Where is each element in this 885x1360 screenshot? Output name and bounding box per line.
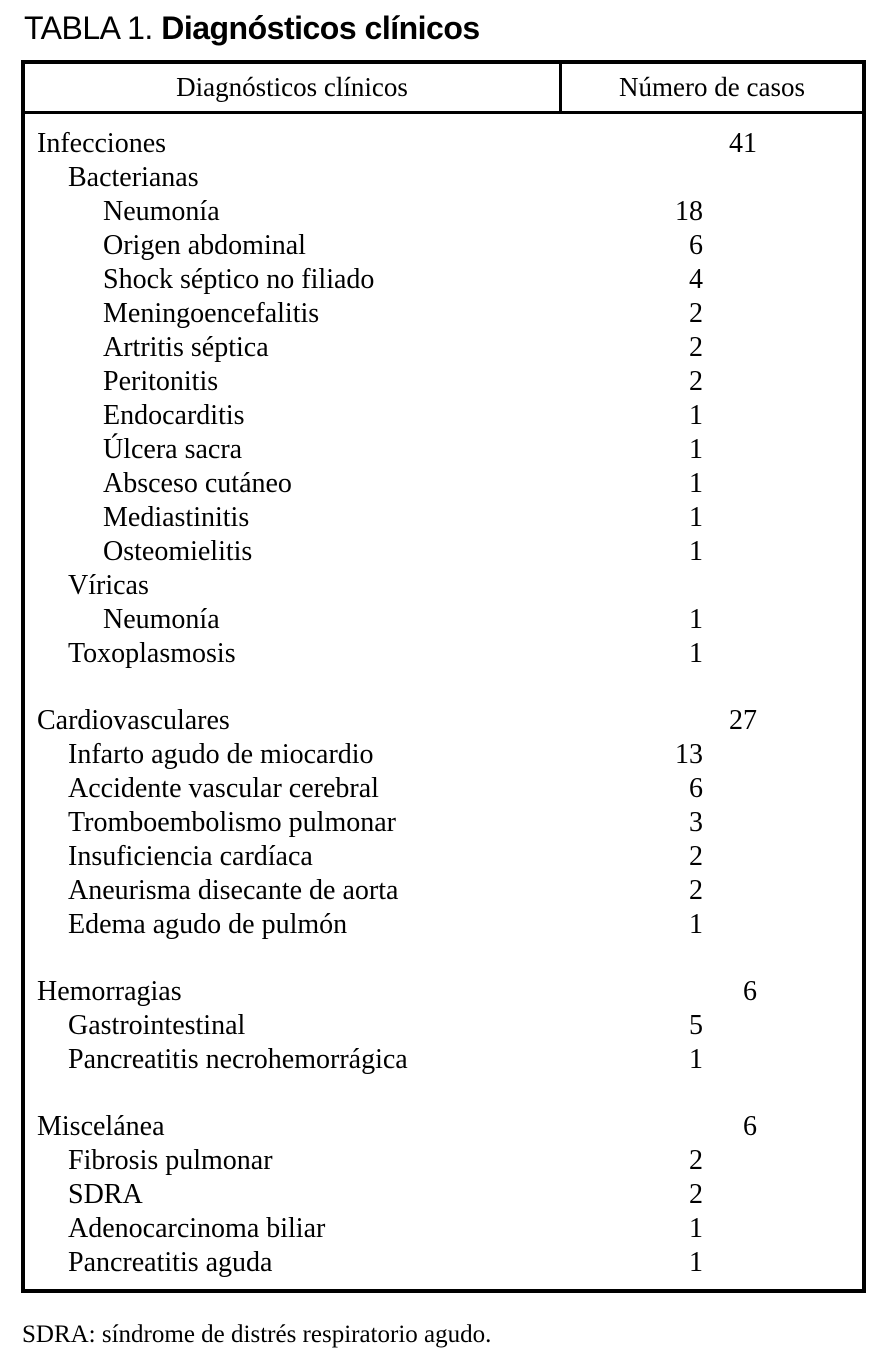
case-count: 2	[689, 875, 703, 906]
diagnosis-label: Bacterianas	[68, 162, 199, 193]
case-count: 1	[689, 909, 703, 940]
diagnosis-label: Tromboembolismo pulmonar	[68, 807, 396, 838]
diagnosis-label: Infarto agudo de miocardio	[68, 739, 374, 770]
diagnosis-label: Infecciones	[37, 128, 167, 159]
diagnosis-label: Aneurisma disecante de aorta	[68, 875, 399, 906]
diagnosis-label: SDRA	[68, 1179, 143, 1210]
case-count: 1	[689, 536, 703, 567]
table-row	[25, 1212, 862, 1246]
case-count: 1	[689, 1213, 703, 1244]
table-title-emphasis: Diagnósticos clínicos	[161, 10, 480, 46]
diagnosis-label: Pancreatitis aguda	[68, 1247, 273, 1278]
diagnosis-label: Pancreatitis necrohemorrágica	[68, 1044, 408, 1075]
column-header-diagnoses: Diagnósticos clínicos	[25, 64, 562, 111]
diagnosis-label: Úlcera sacra	[103, 434, 243, 465]
table-row	[25, 161, 862, 195]
table-section	[25, 704, 862, 942]
case-count: 27	[729, 705, 757, 736]
case-count: 2	[689, 366, 703, 397]
case-count: 2	[689, 841, 703, 872]
table-row	[25, 806, 862, 840]
diagnosis-label: Insuficiencia cardíaca	[68, 841, 313, 872]
case-count: 2	[689, 332, 703, 363]
diagnosis-label: Edema agudo de pulmón	[68, 909, 348, 940]
table-row	[25, 297, 862, 331]
case-count: 6	[689, 773, 703, 804]
table-row	[25, 908, 862, 942]
table-row	[25, 1110, 862, 1144]
table-row	[25, 467, 862, 501]
table-row	[25, 331, 862, 365]
table-row	[25, 127, 862, 161]
table-footnote: SDRA: síndrome de distrés respiratorio agudo.	[22, 1321, 492, 1348]
case-count: 6	[689, 230, 703, 261]
case-count: 2	[689, 298, 703, 329]
diagnosis-label: Víricas	[68, 570, 149, 601]
table-row	[25, 1043, 862, 1077]
table-row	[25, 975, 862, 1009]
case-count: 1	[689, 400, 703, 431]
case-count: 1	[689, 1044, 703, 1075]
diagnosis-label: Mediastinitis	[103, 502, 250, 533]
diagnosis-label: Meningoencefalitis	[103, 298, 320, 329]
table-header-row	[25, 64, 862, 114]
table-row	[25, 840, 862, 874]
diagnosis-label: Adenocarcinoma biliar	[68, 1213, 326, 1244]
table-body	[25, 114, 862, 1289]
table-row	[25, 229, 862, 263]
table-row	[25, 772, 862, 806]
table-row	[25, 1144, 862, 1178]
case-count: 6	[743, 1111, 757, 1142]
case-count: 4	[689, 264, 703, 295]
table-row	[25, 535, 862, 569]
diagnosis-label: Toxoplasmosis	[68, 638, 236, 669]
case-count: 1	[689, 502, 703, 533]
diagnosis-label: Gastrointestinal	[68, 1010, 246, 1041]
table-section	[25, 975, 862, 1077]
table-title-prefix: TABLA 1.	[24, 10, 162, 46]
case-count: 1	[689, 468, 703, 499]
table-row	[25, 738, 862, 772]
diagnosis-label: Absceso cutáneo	[103, 468, 292, 499]
table-row	[25, 1246, 862, 1280]
diagnosis-label: Osteomielitis	[103, 536, 253, 567]
case-count	[632, 569, 862, 603]
case-count: 5	[689, 1010, 703, 1041]
diagnosis-label: Neumonía	[103, 604, 220, 635]
table-row	[25, 365, 862, 399]
table-row	[25, 1009, 862, 1043]
case-count: 1	[689, 638, 703, 669]
table-row	[25, 263, 862, 297]
table-row	[25, 603, 862, 637]
table-row	[25, 195, 862, 229]
diagnosis-label: Peritonitis	[103, 366, 219, 397]
table-row	[25, 433, 862, 467]
case-count: 3	[689, 807, 703, 838]
table-row	[25, 637, 862, 671]
diagnosis-label: Origen abdominal	[103, 230, 306, 261]
diagnosis-label: Neumonía	[103, 196, 220, 227]
table-row	[25, 569, 862, 603]
diagnosis-label: Fibrosis pulmonar	[68, 1145, 273, 1176]
case-count: 1	[689, 604, 703, 635]
table-section	[25, 1110, 862, 1280]
column-header-cases: Número de casos	[619, 72, 805, 102]
case-count	[632, 161, 862, 195]
table-row	[25, 1178, 862, 1212]
diagnoses-table	[21, 60, 866, 1293]
table-row	[25, 501, 862, 535]
case-count: 41	[729, 128, 757, 159]
case-count: 6	[743, 976, 757, 1007]
diagnosis-label: Accidente vascular cerebral	[68, 773, 379, 804]
case-count: 18	[675, 196, 703, 227]
table-row	[25, 704, 862, 738]
diagnosis-label: Cardiovasculares	[37, 705, 230, 736]
diagnosis-label: Shock séptico no filiado	[103, 264, 375, 295]
diagnosis-label: Hemorragias	[37, 976, 182, 1007]
case-count: 13	[675, 739, 703, 770]
table-section	[25, 127, 862, 671]
case-count: 1	[689, 434, 703, 465]
case-count: 1	[689, 1247, 703, 1278]
table-row	[25, 399, 862, 433]
table-row	[25, 874, 862, 908]
table-title	[24, 10, 480, 47]
diagnosis-label: Endocarditis	[103, 400, 245, 431]
diagnosis-label: Miscelánea	[37, 1111, 165, 1142]
case-count: 2	[689, 1145, 703, 1176]
case-count: 2	[689, 1179, 703, 1210]
diagnosis-label: Artritis séptica	[103, 332, 269, 363]
